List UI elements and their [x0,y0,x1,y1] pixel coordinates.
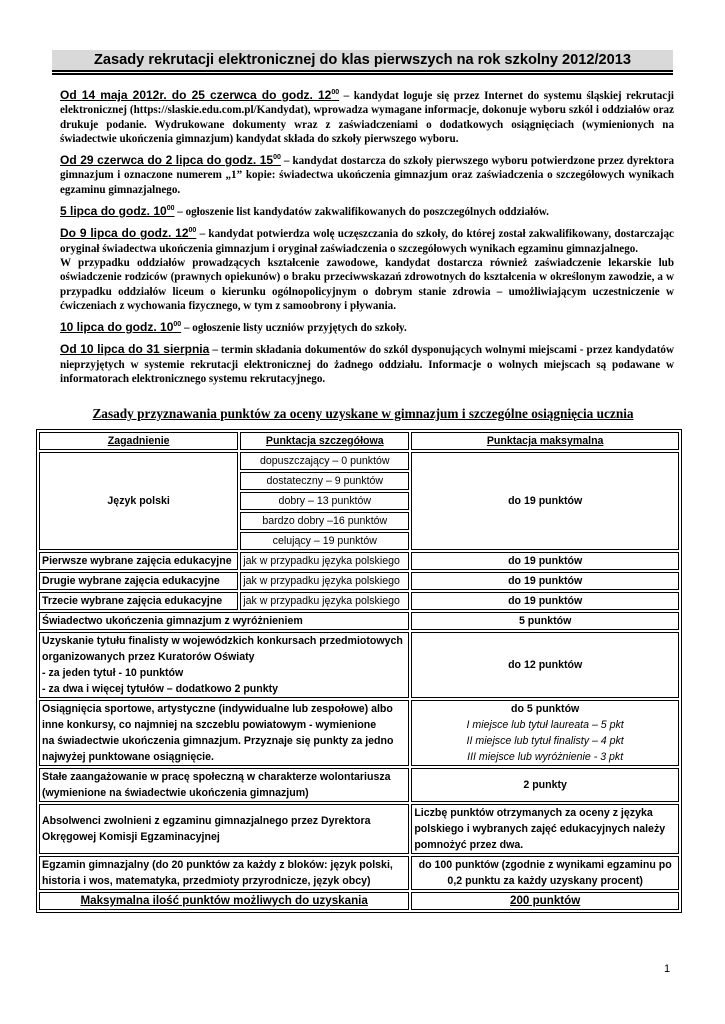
table-row [39,700,679,766]
volunteer-max: 2 punkty [411,768,679,802]
table-row [39,452,679,470]
table-row [39,552,679,570]
page-number: 1 [664,963,671,975]
schedule-section [60,86,674,146]
section-date: Od 10 lipca do 31 sierpnia [60,342,210,357]
achievements-max: do 5 punktów I miejsce lub tytuł laureata – 5 pkt II miejsce lub tytuł finalisty – 4 pkt III miejsce lub wyróżnienie - 3 pkt [411,700,679,766]
grade-cell: celujący – 19 punktów [240,532,409,550]
exam-max: do 100 punktów (zgodnie z wynikami egzaminu po 0,2 punktu za każdy uzyskany procent) [411,856,679,890]
schedule-section [60,340,674,386]
polish-label: Język polski [39,452,238,550]
exam-label: Egzamin gimnazjalny (do 20 punktów za każdy z bloków: język polski, historia i wos, matematyka, przedmioty przyrodnicze, język obcy) [39,856,409,890]
section-text: – ogłoszenie list kandydatów zakwalifikowanych do poszczególnych oddziałów. [174,206,549,219]
table-row [39,768,679,802]
header-detail: Punktacja szczegółowa [240,432,409,450]
grade-cell: dostateczny – 9 punktów [240,472,409,490]
achievements-label: Osiągnięcia sportowe, artystyczne (indywidualne lub zespołowe) albo inne konkursy, co najmniej na szczeblu powiatowym - wymienione na świadectwie ukończenia gimnazjum. Przyznaje się punkty za jedno najwyżej punktowane osiągnięcie. [39,700,409,766]
header-topic: Zagadnienie [39,432,238,450]
table-row [39,856,679,890]
subject-detail: jak w przypadku języka polskiego [240,552,409,570]
section-date: 5 lipca do godz. $10^{00}$ [60,204,175,219]
section-date: 10 lipca do godz. $10^{00}$ [60,320,182,335]
subject-max: do 19 punktów [411,552,679,570]
section-text: – kandydat potwierdza wolę uczęszczania do szkoły, do której został zakwalifikowany, dostarczając oryginał świadectwa ukończenia gimnazjum i oryginał zaświadczenia o szczegółowych wynikach egzaminu gimnazjalnego. [60,228,674,255]
total-label: Maksymalna ilość punktów możliwych do uzyskania [39,892,409,910]
section-text: – termin składania dokumentów do szkól dysponujących wolnymi miejscami - przez kandydatów nieprzyjętych w systemie rekrutacji elektronicznej do żadnego oddziału. Informacje o wolnych miejscach są podawane w informatorach elektronicznego systemu rekrutacyjnego. [60,344,674,386]
volunteer-label: Stałe zaangażowanie w pracę społeczną w charakterze wolontariusza (wymienione na świadectwie ukończenia gimnazjum) [39,768,409,802]
finalist-label: Uzyskanie tytułu finalisty w wojewódzkich konkursach przedmiotowych organizowanych przez Kuratorów Oświaty - za jeden tytuł - 10 punktów - za dwa i więcej tytułów – dodatkowo 2 punkty [39,632,409,698]
table-row [39,592,679,610]
table-row [39,804,679,854]
section-text: – kandydat loguje się przez Internet do systemu śląskiej rekrutacji elektronicznej (https://slaskie.edu.com.pl/Kandydat), wprowadza wymagane informacje, dokonuje wyboru szkól i oddziałów oraz drukuje podanie. Wydrukowane dokumenty wraz z zaświadczeniami o dodatkowych osiągnięciach (wymienionych na świadectwie ukończenia gimnazjum) kandydat składa do szkoły pierwszego wyboru. [60,90,674,145]
subject-detail: jak w przypadku języka polskiego [240,572,409,590]
subject-max: do 19 punktów [411,572,679,590]
grade-cell: bardzo dobry –16 punktów [240,512,409,530]
subject-label: Pierwsze wybrane zajęcia edukacyjne [39,552,238,570]
subject-label: Drugie wybrane zajęcia edukacyjne [39,572,238,590]
exempt-label: Absolwenci zwolnieni z egzaminu gimnazjalnego przez Dyrektora Okręgowej Komisji Egzaminacyjnej [39,804,409,854]
grade-cell: dobry – 13 punktów [240,492,409,510]
title-box [52,50,673,72]
schedule-section [60,202,674,219]
section-date: Od 14 maja 2012r. do 25 czerwca do godz. $12^{00}$ [60,88,340,102]
polish-max: do 19 punktów [411,452,679,550]
exempt-max: Liczbę punktów otrzymanych za oceny z języka polskiego i wybranych zajęć edukacyjnych należy pomnożyć przez dwa. [411,804,679,854]
schedule-sections [60,86,674,391]
section-text: W przypadku oddziałów prowadzących kształcenie zawodowe, kandydat dostarcza również zaświadczenie lekarskie lub oświadczenie rodziców (prawnych opiekunów) o braku przeciwwskazań zdrowotnych do kształcenia w określonym zawodzie, a w przypadku oddziałów liceum o kierunku ogólnopolicyjnym o dobrym stanie zdrowia – umożliwiającym uczestniczenie w ćwiczeniach z wychowania fizycznego, w tym z samoobrony i pływania. [60,256,674,312]
section-text: – ogłoszenie listy uczniów przyjętych do szkoły. [181,322,407,335]
schedule-section [60,151,674,197]
table-header-row [39,432,679,450]
table-row [39,612,679,630]
subject-max: do 19 punktów [411,592,679,610]
subject-detail: jak w przypadku języka polskiego [240,592,409,610]
points-table [36,429,682,913]
grade-cell: dopuszczający – 0 punktów [240,452,409,470]
page-title: Zasady rekrutacji elektronicznej do klas pierwszych na rok szkolny 2012/2013 [94,52,631,68]
finalist-max: do 12 punktów [411,632,679,698]
schedule-section [60,318,674,335]
section-date: Od 29 czerwca do 2 lipca do godz. $15^{00}$ [60,153,281,168]
table-total-row [39,892,679,910]
section-date: Do 9 lipca do godz. $12^{00}$ [60,226,197,241]
section-text: – kandydat dostarcza do szkoły pierwszego wyboru potwierdzone przez dyrektora gimnazjum i oznaczone numerem „1” kopie: świadectwa ukończenia gimnazjum oraz zaświadczenia o szczegółowych wynikach egzaminu gimnazjalnego. [60,155,674,196]
table-row [39,632,679,698]
table-row [39,572,679,590]
honors-label: Świadectwo ukończenia gimnazjum z wyróżnieniem [39,612,409,630]
total-max: 200 punktów [411,892,679,910]
schedule-section [60,224,674,313]
subject-label: Trzecie wybrane zajęcia edukacyjne [39,592,238,610]
points-title: Zasady przyznawania punktów za oceny uzyskane w gimnazjum i szczególne osiągnięcia ucznia [92,406,634,421]
header-max: Punktacja maksymalna [411,432,679,450]
honors-max: 5 punktów [411,612,679,630]
